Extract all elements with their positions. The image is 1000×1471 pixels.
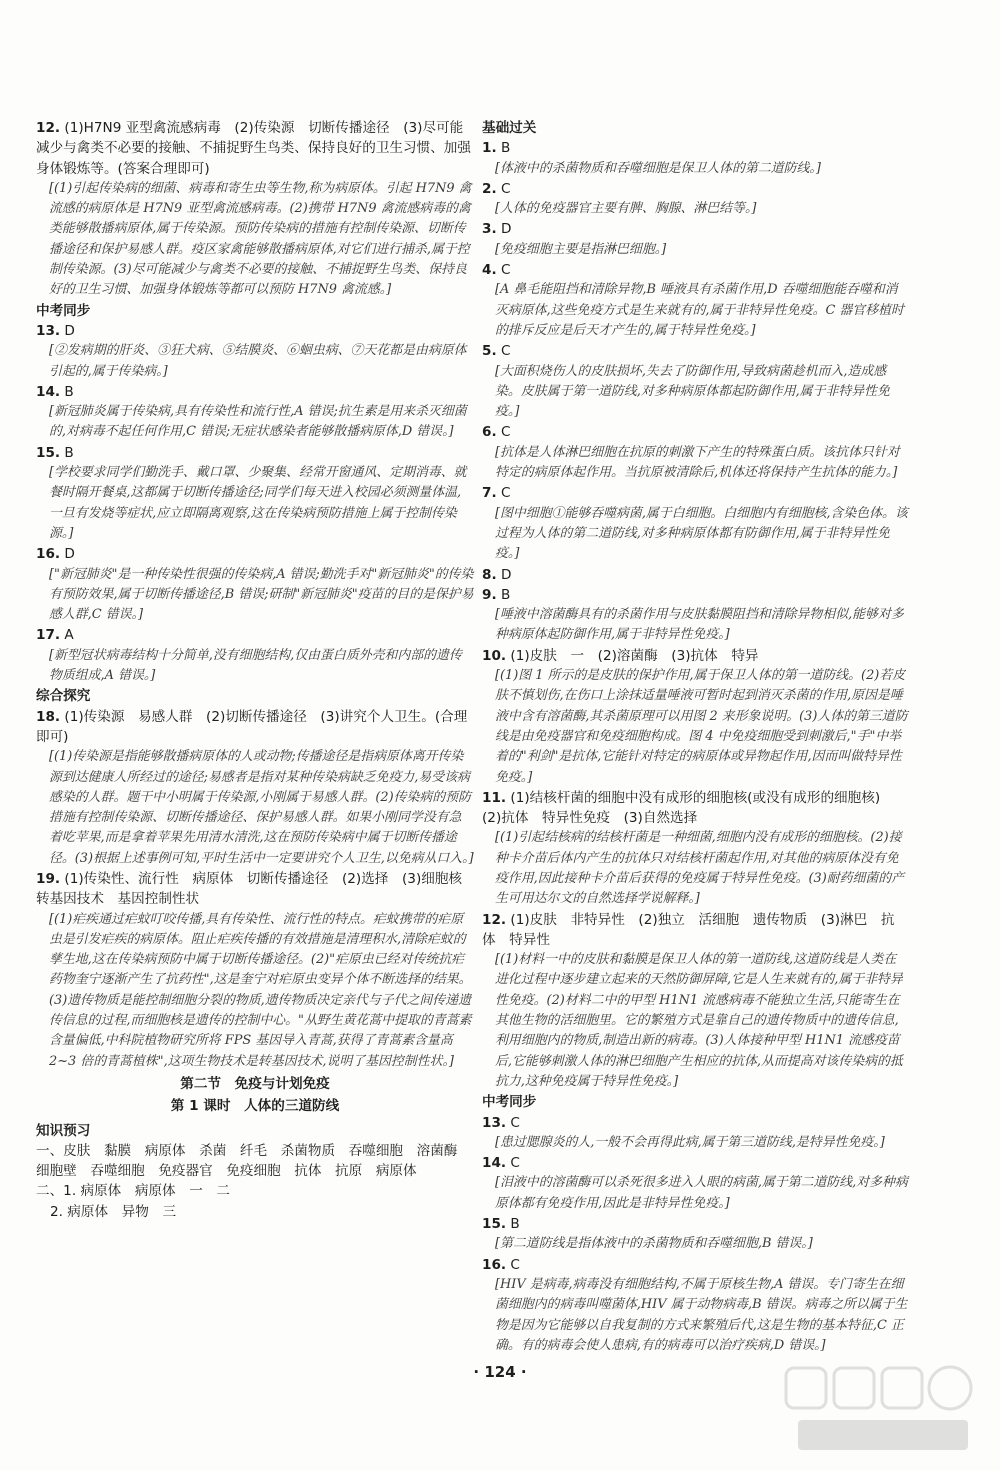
answer-text: D bbox=[64, 546, 75, 563]
answer-text: C bbox=[500, 180, 511, 197]
answer-text: C bbox=[510, 1155, 520, 1172]
answer-text: A bbox=[64, 627, 74, 644]
question-number: 15. bbox=[36, 444, 61, 461]
question-number: 10. bbox=[482, 647, 507, 664]
question-number: 9. bbox=[482, 586, 497, 603]
explanation-text: [(1)疟疾通过疟蚊叮咬传播,具有传染性、流行性的特点。疟蚊携带的疟原虫是引发疟疾的病原体。阻止疟疾传播的有效措施是清理积水,清除疟蚊的孳生地,这在传染病预防中属于切断传播途径。(2)"疟原虫已经对传统抗疟药物奎宁逐渐产生了抗药性",这是奎宁对疟原虫变异个体不断选择的结果。(3)遗传物质是能控制细胞分裂的物质,遗传物质决定亲代与子代之间传递遗传信息的过程,而细胞核是遗传的控制中心。"从野生黄花蒿中提取的青蒿素含量偏低,中科院植物研究所将 FPS 基因导入青蒿,获得了青蒿素含量高 2~3 倍的青蒿植株",这项生物技术是转基因技术,说明了基因控制性状。] bbox=[49, 911, 472, 1069]
section-heading: 综合探究 bbox=[36, 688, 91, 705]
answer-item bbox=[36, 321, 474, 341]
answer-item bbox=[36, 118, 474, 179]
question-number: 16. bbox=[482, 1256, 507, 1273]
answer-text: C bbox=[510, 1256, 520, 1273]
question-number: 6. bbox=[482, 424, 497, 441]
answer-item bbox=[36, 707, 474, 748]
answer-item bbox=[36, 443, 474, 463]
lesson-title: 第 1 课时 人体的三道防线 bbox=[170, 1098, 340, 1115]
explanation-text: [大面积烧伤人的皮肤损坏,失去了防御作用,导致病菌趁机而入,造成感染。皮肤属于第一道防线,对多种病原体都起防御作用,属于非特异性免疫。] bbox=[495, 363, 890, 420]
answer-item bbox=[482, 1214, 908, 1234]
explanation-text: [新型冠状病毒结构十分简单,没有细胞结构,仅由蛋白质外壳和内部的遗传物质组成,A 错误。] bbox=[49, 647, 462, 684]
answer-item bbox=[482, 260, 908, 280]
answer-text: C bbox=[510, 1114, 520, 1131]
question-number: 19. bbox=[36, 870, 61, 887]
answer-text: (1)H7N9 亚型禽流感病毒 (2)传染源 切断传播途径 (3)尽可能减少与禽类不必要的接触、不捕捉野生鸟类、保持良好的卫生习惯、加强身体锻炼等。(答案合理即可) bbox=[36, 120, 471, 177]
question-number: 18. bbox=[36, 708, 61, 725]
question-number: 11. bbox=[482, 789, 507, 806]
answer-item bbox=[482, 422, 908, 442]
answer-text: (1)结核杆菌的细胞中没有成形的细胞核(或没有成形的细胞核) (2)抗体 特异性免疫 (3)自然选择 bbox=[482, 789, 894, 827]
preview-answer: 一、皮肤 黏膜 病原体 杀菌 纤毛 杀菌物质 吞噬细胞 溶菌酶 细胞壁 吞噬细胞 免疫器官 免疫细胞 抗体 抗原 病原体 bbox=[36, 1142, 471, 1180]
question-number: 2. bbox=[482, 180, 497, 197]
question-number: 3. bbox=[482, 221, 497, 238]
question-number: 8. bbox=[482, 566, 497, 583]
answer-text: (1)皮肤 非特异性 (2)独立 活细胞 遗传物质 (3)淋巴 抗体 特异性 bbox=[482, 911, 895, 948]
explanation-text: [第二道防线是指体液中的杀菌物质和吞噬细胞,B 错误。] bbox=[495, 1236, 813, 1252]
answer-item bbox=[482, 1153, 908, 1173]
explanation-text: [HIV 是病毒,病毒没有细胞结构,不属于原核生物,A 错误。专门寄生在细菌细胞内的病毒叫噬菌体,HIV 属于动物病毒,B 错误。病毒之所以属于生物是因为它能够以自我复制的方式来繁殖后代,这是生物的基本特征,C 正确。有的病毒会使人患病,有的病毒可以治疗疾病,D 错误。] bbox=[495, 1276, 908, 1353]
answer-item bbox=[482, 910, 908, 951]
explanation-text: ["新冠肺炎"是一种传染性很强的传染病,A 错误;勤洗手对"新冠肺炎"的传染有预防效果,属于切断传播途径,B 错误;研制"新冠肺炎"疫苗的目的是保护易感人群,C 错误。] bbox=[49, 566, 474, 623]
answer-text: C bbox=[500, 424, 511, 441]
right-column bbox=[482, 118, 908, 1356]
explanation-text: [(1)传染源是指能够散播病原体的人或动物;传播途径是指病原体离开传染源到达健康人所经过的途径;易感者是指对某种传染病缺乏免疫力,易受该病感染的人群。题干中小明属于传染源,小刚属于易感人群。(2)传染病的预防措施有控制传染源、切断传播途径、保护易感人群。如果小刚同学没有急着吃苹果,而是拿着苹果先用清水清洗,这在预防传染病中属于切断传播途径。(3)根据上述事例可知,平时生活中一定要讲究个人卫生,以免病从口入。] bbox=[49, 749, 474, 866]
explanation-text: [(1)引起结核病的结核杆菌是一种细菌,细胞内没有成形的细胞核。(2)接种卡介苗后体内产生的抗体只对结核杆菌起作用,对其他的病原体没有免疫作用,因此接种卡介苗后获得的免疫属于特异性免疫。(3)耐药细菌的产生可用达尔文的自然选择学说解释。] bbox=[495, 830, 905, 907]
answer-item bbox=[482, 1255, 908, 1275]
question-number: 15. bbox=[482, 1216, 507, 1233]
section-heading: 知识预习 bbox=[36, 1122, 91, 1139]
explanation-text: [泪液中的溶菌酶可以杀死很多进入人眼的病菌,属于第二道防线,对多种病原体都有免疫作用,因此是非特异性免疫。] bbox=[495, 1175, 908, 1211]
explanation-text: [A 鼻毛能阻挡和清除异物,B 唾液具有杀菌作用,D 吞噬细胞能吞噬和消灭病原体,这些免疫方式是生来就有的,属于非特异性免疫。C 器官移植时的排斥反应是后天才产生的,属于特异性免疫。] bbox=[495, 282, 904, 338]
explanation-text: [抗体是人体淋巴细胞在抗原的刺激下产生的特殊蛋白质。该抗体只针对特定的病原体起作用。当抗原被清除后,机体还将保持产生抗体的能力。] bbox=[495, 444, 900, 481]
explanation-text: [(1)引起传染病的细菌、病毒和寄生虫等生物,称为病原体。引起 H7N9 禽流感的病原体是 H7N9 亚型禽流感病毒。(2)携带 H7N9 禽流感病毒的禽类能够散播病原体,属于传染源。预防传染病的措施有控制传染源、切断传播途径和保护易感人群。疫区家禽能够散播病原体,对它们进行捕杀,属于控制传染源。(3)尽可能减少与禽类不必要的接触、不捕捉野生鸟类、保持良好的卫生习惯、加强身体锻炼等都可以预防 H7N9 禽流感。] bbox=[49, 180, 472, 298]
question-number: 4. bbox=[482, 262, 497, 279]
question-number: 16. bbox=[36, 546, 61, 563]
answer-item bbox=[482, 219, 908, 239]
answer-text: D bbox=[500, 566, 512, 583]
question-number: 13. bbox=[36, 322, 61, 339]
answer-item bbox=[482, 565, 908, 585]
explanation-text: [(1)图 1 所示的是皮肤的保护作用,属于保卫人体的第一道防线。(2)若皮肤不慎划伤,在伤口上涂抹适量唾液可暂时起到消灭杀菌的作用,原因是唾液中含有溶菌酶,其杀菌原理可以用图 2 来形象说明。(3)人体的第三道防线是由免疫器官和免疫细胞构成。图 4 中免疫细胞受到刺激后,"手"中举着的"利剑"是抗体,它能针对特定的病原体或异物起作用,因而叫做特异性免疫。] bbox=[495, 668, 908, 785]
question-number: 12. bbox=[482, 911, 507, 928]
explanation-text: [人体的免疫器官主要有脾、胸腺、淋巴结等。] bbox=[495, 201, 757, 217]
answer-item bbox=[482, 483, 908, 503]
explanation-text: [(1)材料一中的皮肤和黏膜是保卫人体的第一道防线,这道防线是人类在进化过程中逐步建立起来的天然防御屏障,它是人生来就有的,属于非特异性免疫。(2)材料二中的甲型 H1N1 流感病毒不能独立生活,只能寄生在其他生物的活细胞里。它的繁殖方式是靠自己的遗传物质中的遗传信息,利用细胞内的物质,制造出新的病毒。(3)人体接种甲型 H1N1 流感疫苗后,它能够刺激人体的淋巴细胞产生相应的抗体,从而提高对该传染病的抵抗力,这种免疫属于特异性免疫。] bbox=[495, 952, 903, 1089]
explanation-text: [图中细胞①能够吞噬病菌,属于白细胞。白细胞内有细胞核,含染色体。该过程为人体的第二道防线,对多种病原体都有防御作用,属于非特异性免疫。] bbox=[495, 505, 908, 562]
explanation-text: [学校要求同学们勤洗手、戴口罩、少聚集、经常开窗通风、定期消毒、就餐时隔开餐桌,这都属于切断传播途径;同学们每天进入校园必须测量体温,一旦有发烧等症状,应立即隔离观察,这在传染病预防措施上属于控制传染源。] bbox=[49, 465, 467, 541]
answer-item bbox=[482, 138, 908, 158]
answer-text: D bbox=[500, 221, 512, 238]
question-number: 5. bbox=[482, 343, 497, 360]
answer-text: B bbox=[500, 586, 511, 603]
answer-item bbox=[482, 1113, 908, 1133]
left-column bbox=[36, 118, 474, 1222]
preview-answer: 二、1. 病原体 病原体 一 二 bbox=[36, 1183, 231, 1200]
section-heading: 中考同步 bbox=[36, 302, 91, 319]
explanation-text: [体液中的杀菌物质和吞噬细胞是保卫人体的第二道防线。] bbox=[495, 160, 821, 176]
answer-text: C bbox=[500, 485, 511, 502]
answer-text: B bbox=[500, 140, 511, 157]
explanation-text: [②发病期的肝炎、③狂犬病、⑤结膜炎、⑥蛔虫病、⑦天花都是由病原体引起的,属于传染病。] bbox=[49, 343, 467, 379]
answer-item bbox=[482, 341, 908, 361]
answer-item bbox=[36, 544, 474, 564]
question-number: 14. bbox=[482, 1155, 507, 1172]
answer-text: (1)传染源 易感人群 (2)切断传播途径 (3)讲究个人卫生。(合理即可) bbox=[36, 708, 468, 745]
chapter-title: 第二节 免疫与计划免疫 bbox=[180, 1075, 330, 1092]
explanation-text: [免疫细胞主要是指淋巴细胞。] bbox=[495, 241, 667, 257]
page-number: · 124 · bbox=[473, 1363, 527, 1381]
answer-text: B bbox=[64, 383, 74, 400]
answer-item bbox=[36, 625, 474, 645]
explanation-text: [患过腮腺炎的人,一般不会再得此病,属于第三道防线,是特异性免疫。] bbox=[495, 1134, 885, 1150]
question-number: 1. bbox=[482, 140, 497, 157]
explanation-text: [唾液中溶菌酶具有的杀菌作用与皮肤黏膜阻挡和清除异物相似,能够对多种病原体起防御作用,属于非特异性免疫。] bbox=[495, 607, 904, 643]
watermark-logo bbox=[780, 1362, 980, 1457]
question-number: 7. bbox=[482, 485, 497, 502]
answer-text: C bbox=[500, 262, 511, 279]
question-number: 13. bbox=[482, 1114, 507, 1131]
answer-item bbox=[36, 869, 474, 910]
question-number: 14. bbox=[36, 383, 61, 400]
answer-text: B bbox=[510, 1216, 520, 1233]
answer-item bbox=[482, 788, 908, 829]
explanation-text: [新冠肺炎属于传染病,具有传染性和流行性,A 错误;抗生素是用来杀灭细菌的,对病毒不起任何作用,C 错误;无症状感染者能够散播病原体,D 错误。] bbox=[49, 404, 467, 440]
answer-item bbox=[36, 382, 474, 402]
preview-answer: 2. 病原体 异物 三 bbox=[50, 1203, 177, 1220]
answer-item bbox=[482, 646, 908, 666]
question-number: 12. bbox=[36, 120, 61, 136]
section-heading: 中考同步 bbox=[482, 1094, 537, 1111]
question-number: 17. bbox=[36, 627, 61, 644]
answer-text: D bbox=[64, 322, 75, 339]
answer-item bbox=[482, 179, 908, 199]
answer-text: C bbox=[500, 343, 511, 360]
answer-text: (1)传染性、流行性 病原体 切断传播途径 (2)选择 (3)细胞核 转基因技术 基因控制性状 bbox=[36, 870, 476, 908]
answer-item bbox=[482, 585, 908, 605]
section-heading: 基础过关 bbox=[482, 120, 537, 136]
answer-text: (1)皮肤 一 (2)溶菌酶 (3)抗体 特异 bbox=[510, 647, 759, 664]
answer-text: B bbox=[64, 444, 74, 461]
